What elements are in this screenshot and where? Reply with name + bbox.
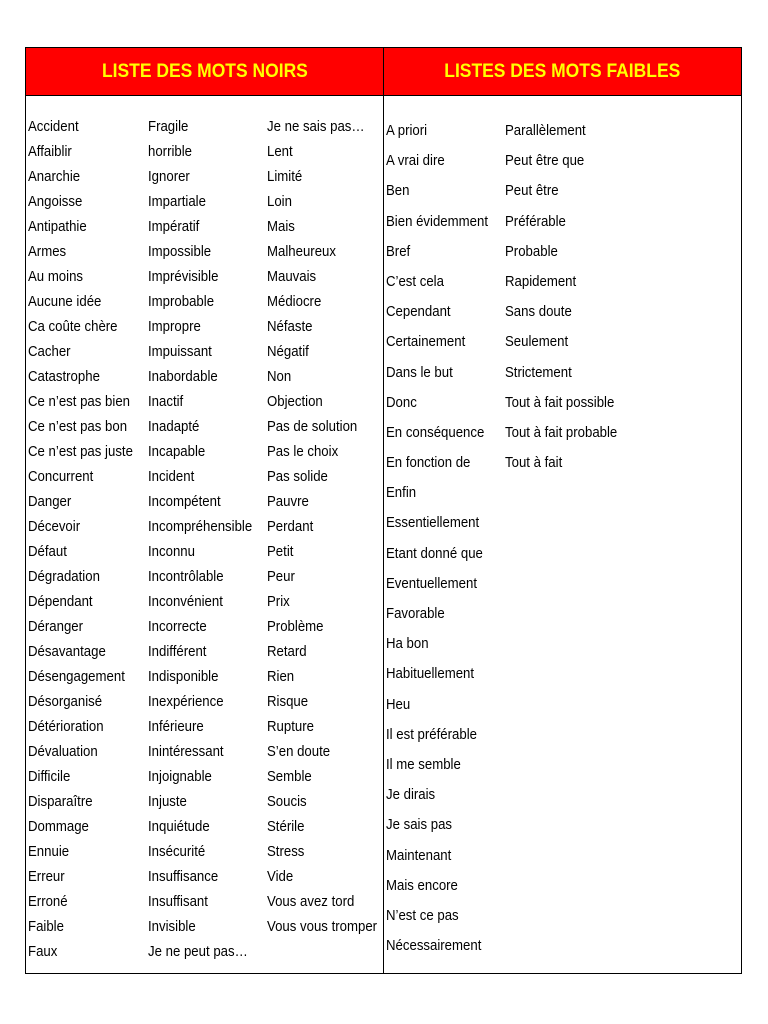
word-list-item: Inquiétude	[148, 818, 210, 835]
word-list-item: Mais	[267, 218, 295, 235]
word-list-item: Concurrent	[28, 468, 94, 485]
word-list-item: Cependant	[386, 303, 451, 321]
word-list-item: Je ne peut pas…	[148, 943, 248, 960]
word-list-item: Négatif	[267, 343, 309, 360]
word-list-item: Soucis	[267, 793, 307, 810]
word-list-item: Ignorer	[148, 168, 190, 185]
mots-faibles-column-1	[386, 116, 502, 961]
word-list-item: Anarchie	[28, 168, 81, 185]
word-list-table	[25, 47, 742, 974]
word-list-item: Inactif	[148, 393, 184, 410]
word-list-item: Ce n’est pas bien	[28, 393, 130, 410]
word-list-item: Maintenant	[386, 846, 452, 864]
word-list-item: Défaut	[28, 543, 67, 560]
word-list-item: Pas le choix	[267, 443, 339, 460]
word-list-item: Détérioration	[28, 718, 104, 735]
word-list-item: Vide	[267, 868, 294, 885]
word-list-item: Dommage	[28, 818, 89, 835]
word-list-item: Je dirais	[386, 786, 436, 804]
word-list-item: Probable	[505, 242, 558, 260]
word-list-item: Stérile	[267, 818, 305, 835]
word-list-item: Inconnu	[148, 543, 195, 560]
word-list-item: Insuffisant	[148, 893, 208, 910]
word-list-item: A priori	[386, 122, 428, 139]
word-list-item: Déranger	[28, 618, 84, 635]
word-list-item: Certainement	[386, 333, 466, 351]
word-list-item: Vous avez tord	[267, 893, 355, 910]
word-list-item: Tout à fait possible	[505, 393, 615, 411]
word-list-item: N’est ce pas	[386, 906, 459, 924]
word-list-item: Cacher	[28, 343, 71, 360]
word-list-item: Peur	[267, 568, 295, 585]
word-list-item: Disparaître	[28, 793, 93, 810]
word-list-item: Tout à fait	[505, 454, 563, 472]
word-list-item: Faible	[28, 918, 64, 935]
word-list-item: Incapable	[148, 443, 206, 460]
word-list-item: Ennuie	[28, 843, 70, 860]
word-list-item: Habituellement	[386, 665, 475, 683]
word-list-item: Petit	[267, 543, 294, 560]
word-list-item: Je ne sais pas…	[267, 118, 365, 135]
word-list-item: Etant donné que	[386, 544, 483, 562]
word-list-item: Ben	[386, 182, 410, 200]
word-list-item: Il me semble	[386, 755, 461, 773]
word-list-item: Stress	[267, 843, 305, 860]
word-list-item: Pas de solution	[267, 418, 358, 435]
word-list-item: Affaiblir	[28, 143, 72, 160]
word-list-item: Rupture	[267, 718, 314, 735]
word-list-item: Au moins	[28, 268, 84, 285]
word-list-item: Vous vous tromper	[267, 918, 378, 935]
word-list-item: Antipathie	[28, 218, 87, 235]
word-list-item: Mais encore	[386, 876, 458, 894]
word-list-item: Désorganisé	[28, 693, 103, 710]
word-list-item: Pas solide	[267, 468, 328, 485]
word-list-item: Enfin	[386, 484, 417, 502]
word-list-item: Incompétent	[148, 493, 221, 510]
word-list-item: Dépendant	[28, 593, 93, 610]
word-list-item: Accident	[28, 118, 79, 135]
word-list-item: Insécurité	[148, 843, 206, 860]
word-list-item: Impartiale	[148, 193, 206, 210]
word-list-item: Non	[267, 368, 292, 385]
header-mots-faibles	[384, 48, 741, 96]
word-list-item: Angoisse	[28, 193, 83, 210]
word-list-item: En fonction de	[386, 454, 471, 472]
word-list-item: Eventuellement	[386, 574, 477, 592]
word-list-item: Inintéressant	[148, 743, 224, 760]
word-list-item: Loin	[267, 193, 292, 210]
word-list-item: Catastrophe	[28, 368, 100, 385]
word-list-item: Indisponible	[148, 668, 219, 685]
word-list-item: Peut être que	[505, 152, 585, 170]
word-list-item: Aucune idée	[28, 293, 102, 310]
word-list-item: Rapidement	[505, 272, 577, 290]
word-list-item: Parallèlement	[505, 122, 586, 139]
word-list-item: Prix	[267, 593, 290, 610]
word-list-item: Nécessairement	[386, 937, 482, 955]
word-list-item: C’est cela	[386, 272, 444, 290]
word-list-item: Je sais pas	[386, 816, 453, 834]
word-list-item: Ce n’est pas juste	[28, 443, 133, 460]
word-list-item: Difficile	[28, 768, 71, 785]
word-list-item: Improbable	[148, 293, 215, 310]
word-list-item: Inadapté	[148, 418, 200, 435]
word-list-item: Erroné	[28, 893, 68, 910]
word-list-item: Danger	[28, 493, 72, 510]
word-list-item: Ca coûte chère	[28, 318, 118, 335]
word-list-item: Préférable	[505, 212, 566, 230]
word-list-item: Impossible	[148, 243, 212, 260]
word-list-item: Désavantage	[28, 643, 106, 660]
word-list-item: Rien	[267, 668, 295, 685]
word-list-item: Impératif	[148, 218, 200, 235]
word-list-item: Inexpérience	[148, 693, 224, 710]
word-list-item: Incompréhensible	[148, 518, 253, 535]
word-list-item: Donc	[386, 393, 417, 411]
word-list-item: Retard	[267, 643, 307, 660]
word-list-item: Imprévisible	[148, 268, 219, 285]
word-list-item: Malheureux	[267, 243, 336, 260]
word-list-item: Désengagement	[28, 668, 125, 685]
word-list-item: Faux	[28, 943, 58, 960]
word-list-item: Semble	[267, 768, 312, 785]
word-list-item: Bref	[386, 242, 411, 260]
word-list-item: Décevoir	[28, 518, 81, 535]
word-list-item: Inconvénient	[148, 593, 223, 610]
word-list-item: Incorrecte	[148, 618, 207, 635]
word-list-item: Seulement	[505, 333, 569, 351]
word-list-item: Objection	[267, 393, 323, 410]
word-list-item: Peut être	[505, 182, 559, 200]
word-list-item: Impuissant	[148, 343, 212, 360]
word-list-item: Dans le but	[386, 363, 453, 381]
header-mots-noirs	[26, 48, 384, 96]
word-list-item: Lent	[267, 143, 293, 160]
word-list-item: Risque	[267, 693, 309, 710]
word-list-item: Incident	[148, 468, 195, 485]
word-list-item: Injuste	[148, 793, 187, 810]
word-list-item: Dégradation	[28, 568, 100, 585]
word-list-item: Inférieure	[148, 718, 204, 735]
word-list-item: Il est préférable	[386, 725, 477, 743]
word-list-item: Erreur	[28, 868, 65, 885]
mots-noirs-column-1	[28, 114, 147, 964]
mots-noirs-column-3	[267, 114, 392, 939]
word-list-item: Limité	[267, 168, 303, 185]
word-list-item: Indifférent	[148, 643, 207, 660]
word-list-item: Mauvais	[267, 268, 317, 285]
header-mots-faibles-title: LISTES DES MOTS FAIBLES	[444, 60, 681, 82]
word-list-item: Sans doute	[505, 303, 572, 321]
word-list-item: horrible	[148, 143, 193, 160]
word-list-item: Impropre	[148, 318, 201, 335]
word-list-item: Fragile	[148, 118, 189, 135]
word-list-item: Armes	[28, 243, 67, 260]
word-list-item: Strictement	[505, 363, 572, 381]
word-list-item: Tout à fait probable	[505, 423, 618, 441]
word-list-item: Médiocre	[267, 293, 322, 310]
word-list-item: Incontrôlable	[148, 568, 224, 585]
word-list-item: Essentiellement	[386, 514, 480, 532]
word-list-item: Perdant	[267, 518, 314, 535]
word-list-item: Ce n’est pas bon	[28, 418, 128, 435]
word-list-item: Invisible	[148, 918, 196, 935]
word-list-item: Heu	[386, 695, 411, 713]
word-list-item: Insuffisance	[148, 868, 219, 885]
mots-noirs-column-2	[148, 114, 266, 964]
word-list-item: A vrai dire	[386, 152, 445, 170]
word-list-item: Favorable	[386, 605, 445, 622]
word-list-item: Pauvre	[267, 493, 309, 510]
word-list-item: Injoignable	[148, 768, 212, 785]
word-list-item: Bien évidemment	[386, 212, 488, 230]
word-list-item: Dévaluation	[28, 743, 98, 760]
word-list-item: Inabordable	[148, 368, 218, 385]
mots-faibles-column-2	[505, 116, 633, 478]
word-list-item: En conséquence	[386, 423, 485, 441]
word-list-item: Ha bon	[386, 635, 429, 653]
word-list-item: Néfaste	[267, 318, 313, 335]
word-list-item: Problème	[267, 618, 324, 635]
word-list-item: S’en doute	[267, 743, 331, 760]
header-mots-noirs-title: LISTE DES MOTS NOIRS	[101, 60, 308, 82]
